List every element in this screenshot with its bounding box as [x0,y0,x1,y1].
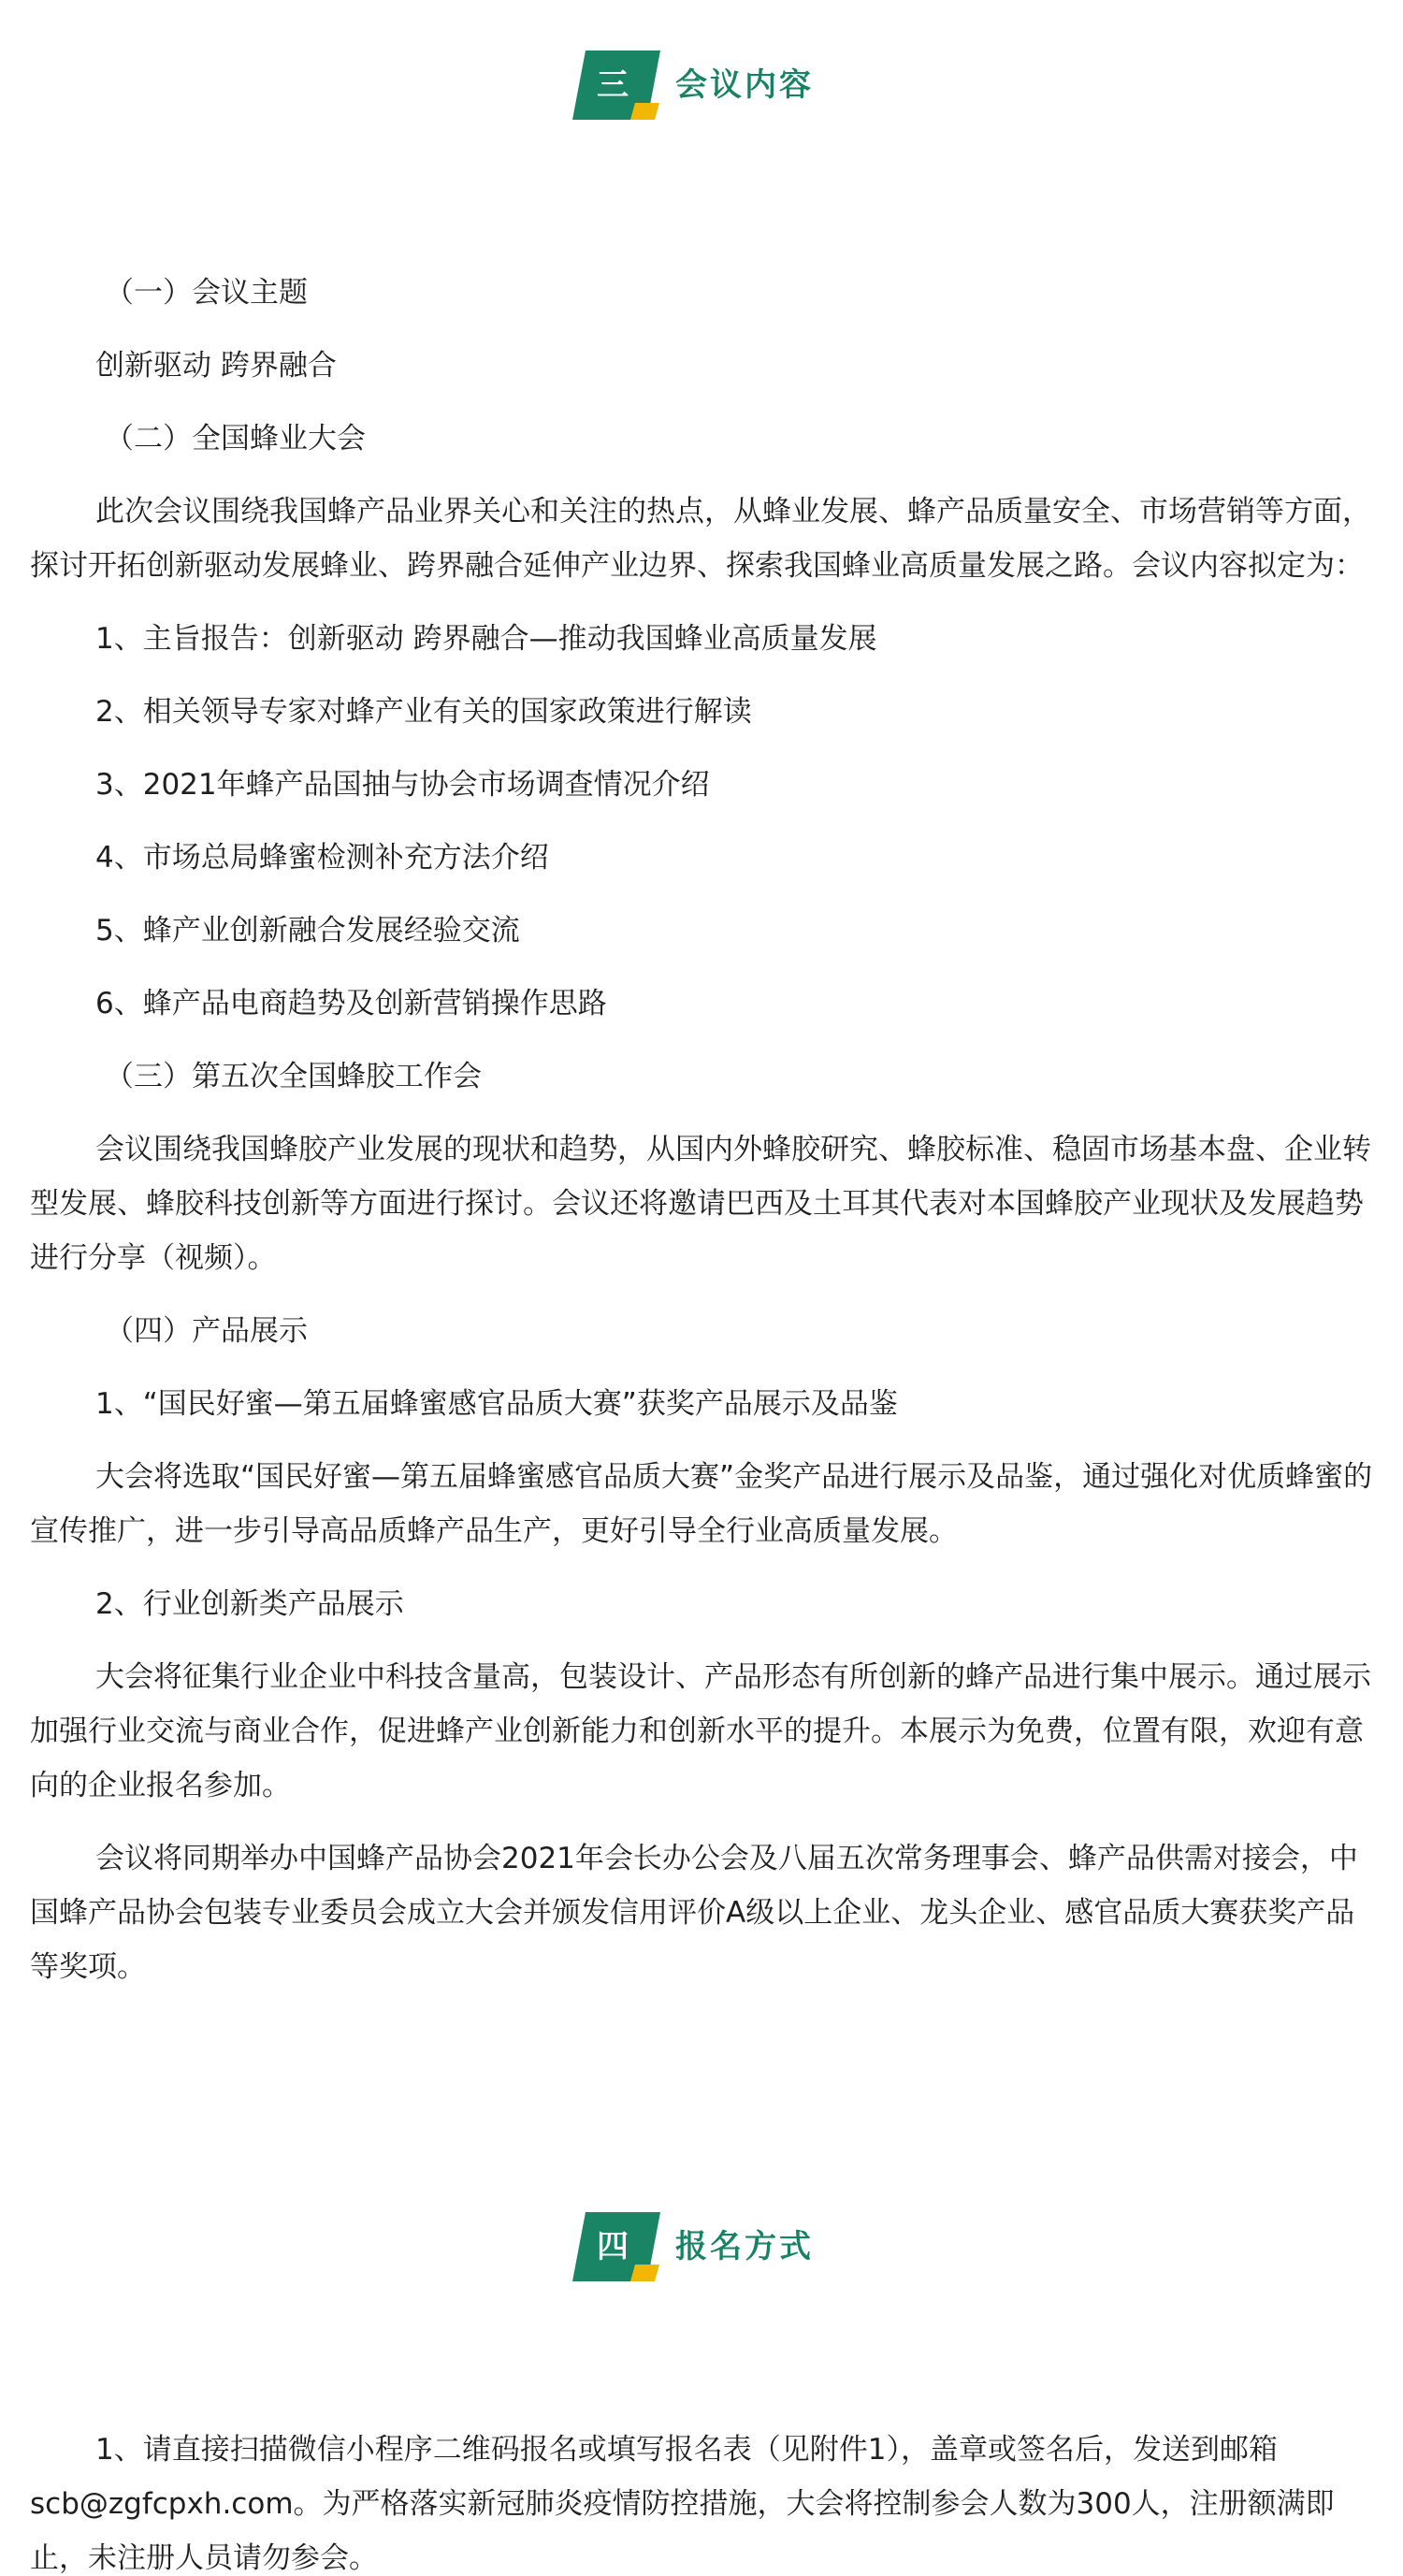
list-item: 3、2021年蜂产品国抽与协会市场调查情况介绍 [95,768,710,802]
list-item: 4、市场总局蜂蜜检测补充方法介绍 [95,841,549,875]
section-header-registration [0,2212,1403,2287]
list-item: 6、蜂产品电商趋势及创新营销操作思路 [95,987,607,1020]
paragraph: 1、请直接扫描微信小程序二维码报名或填写报名表（见附件1），盖章或签名后，发送到邮箱scb@zgfcpxh.com。为严格落实新冠肺炎疫情防控措施，大会将控制参会人数为300人，注册额满即止，未注册人员请勿参会。 [30,2433,1335,2575]
section-header-meeting-content [0,51,1403,125]
section-title: 报名方式 [675,2228,814,2265]
paragraph: 此次会议围绕我国蜂产品业界关心和关注的热点，从蜂业发展、蜂产品质量安全、市场营销等方面，探讨开拓创新驱动发展蜂业、跨界融合延伸产业边界、探索我国蜂业高质量发展之路。会议内容拟定为： [30,495,1371,583]
paragraph: 大会将选取“国民好蜜—第五届蜂蜜感官品质大赛”金奖产品进行展示及品鉴，通过强化对优质蜂蜜的宣传推广，进一步引导高品质蜂产品生产，更好引导全行业高质量发展。 [30,1460,1373,1548]
paragraph: 会议将同期举办中国蜂产品协会2021年会长办公会及八届五次常务理事会、蜂产品供需对接会，中国蜂产品协会包装专业委员会成立大会并颁发信用评价A级以上企业、龙头企业、感官品质大赛获奖产品等奖项。 [30,1842,1358,1984]
section-number: 三 [597,66,629,104]
list-item: 5、蜂产业创新融合发展经验交流 [95,914,520,948]
subsection-heading: （二）全国蜂业大会 [105,422,366,456]
meeting-content-body [30,266,1373,1994]
paragraph: 会议围绕我国蜂胶产业发展的现状和趋势，从国内外蜂胶研究、蜂胶标准、稳固市场基本盘、企业转型发展、蜂胶科技创新等方面进行探讨。会议还将邀请巴西及土耳其代表对本国蜂胶产业现状及发展趋势进行分享（视频）。 [30,1133,1371,1275]
subsection-heading: （四）产品展示 [105,1314,308,1348]
subsection-heading: （一）会议主题 [105,276,308,310]
registration-body [30,2423,1373,2576]
section-number-badge [572,51,661,120]
section-number: 四 [597,2228,629,2265]
meeting-theme: 创新驱动 跨界融合 [95,349,337,383]
list-item: 2、行业创新类产品展示 [95,1587,404,1621]
list-item: 2、相关领导专家对蜂产业有关的国家政策进行解读 [95,695,752,729]
list-item: 1、主旨报告：创新驱动 跨界融合—推动我国蜂业高质量发展 [95,622,877,656]
subsection-heading: （三）第五次全国蜂胶工作会 [105,1060,482,1093]
list-item: 1、“国民好蜜—第五届蜂蜜感官品质大赛”获奖产品展示及品鉴 [95,1387,898,1421]
paragraph: 大会将征集行业企业中科技含量高，包装设计、产品形态有所创新的蜂产品进行集中展示。通过展示加强行业交流与商业合作，促进蜂产业创新能力和创新水平的提升。本展示为免费，位置有限，欢迎有意向的企业报名参加。 [30,1660,1371,1802]
section-number-badge [572,2212,661,2281]
section-title: 会议内容 [675,66,814,104]
